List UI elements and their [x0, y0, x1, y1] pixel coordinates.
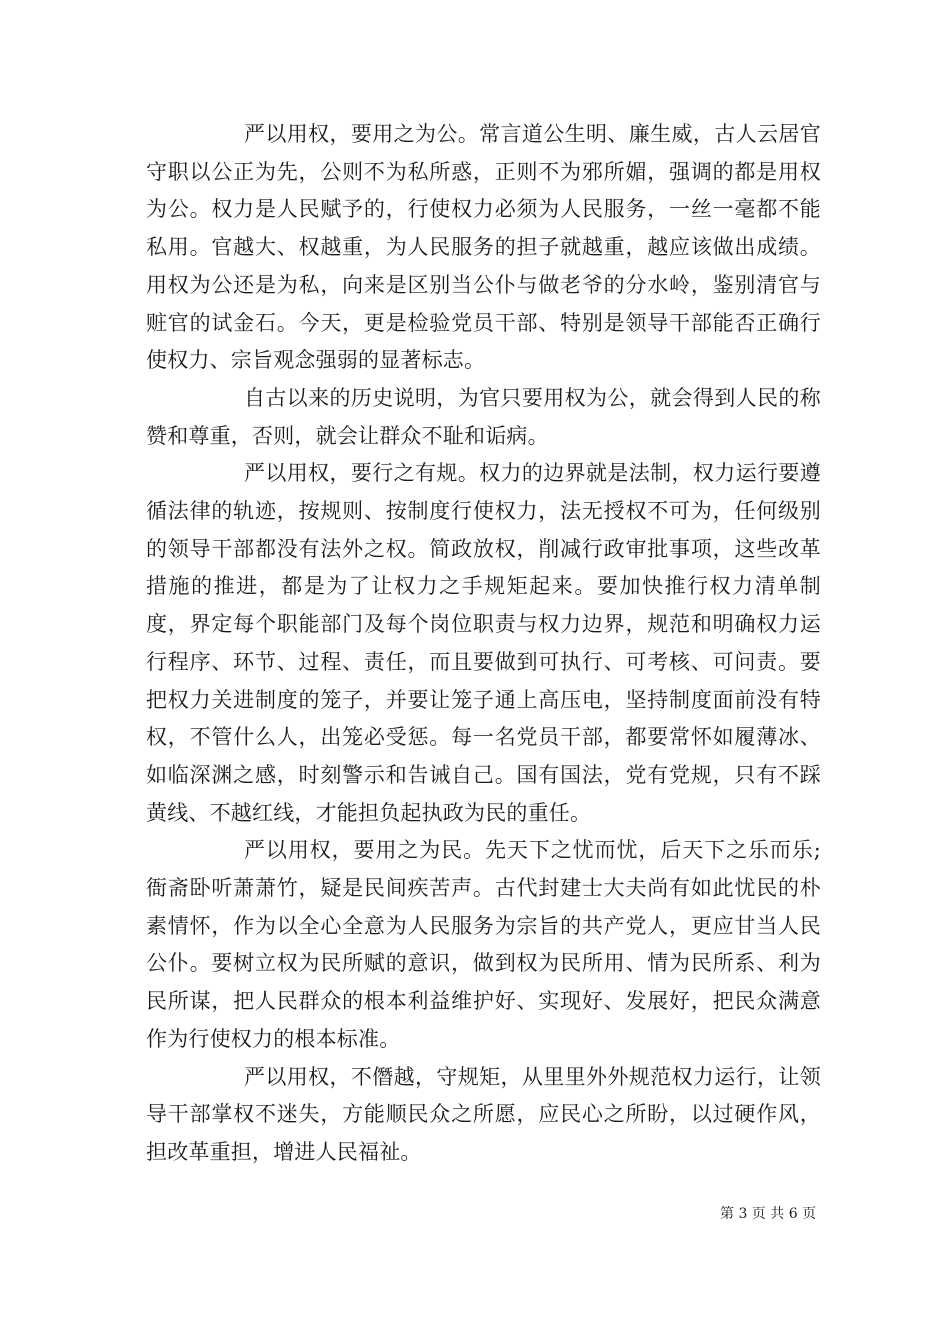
paragraph-2: 自古以来的历史说明，为官只要用权为公，就会得到人民的称赞和尊重，否则，就会让群众不耻和诟病。	[146, 385, 821, 448]
paragraph-1: 严以用权，要用之为公。常言道公生明、廉生威，古人云居官守职以公正为先，公则不为私所惑，正则不为邪所媚，强调的都是用权为公。权力是人民赋予的，行使权力必须为人民服务，一丝一毫都不能私用。官越大、权越重，为人民服务的担子就越重，越应该做出成绩。用权为公还是为私，向来是区别当公仆与做老爷的分水岭，鉴别清官与赃官的试金石。今天，更是检验党员干部、特别是领导干部能否正确行使权力、宗旨观念强弱的显著标志。	[146, 122, 821, 373]
paragraph-4: 严以用权，要用之为民。先天下之忧而忧，后天下之乐而乐;衙斋卧听萧萧竹，疑是民间疾苦声。古代封建士大夫尚有如此忧民的朴素情怀，作为以全心全意为人民服务为宗旨的共产党人，更应甘当人民公仆。要树立权为民所赋的意识，做到权为民所用、情为民所系、利为民所谋，把人民群众的根本利益维护好、实现好、发展好，把民众满意作为行使权力的根本标准。	[146, 838, 821, 1051]
paragraph-3: 严以用权，要行之有规。权力的边界就是法制，权力运行要遵循法律的轨迹，按规则、按制度行使权力，法无授权不可为，任何级别的领导干部都没有法外之权。简政放权，削减行政审批事项，这些改革措施的推进，都是为了让权力之手规矩起来。要加快推行权力清单制度，界定每个职能部门及每个岗位职责与权力边界，规范和明确权力运行程序、环节、过程、责任，而且要做到可执行、可考核、可问责。要把权力关进制度的笼子，并要让笼子通上高压电，坚持制度面前没有特权，不管什么人，出笼必受惩。每一名党员干部，都要常怀如履薄冰、如临深渊之感，时刻警示和告诫自己。国有国法，党有党规，只有不踩黄线、不越红线，才能担负起执政为民的重任。	[146, 461, 821, 825]
document-body	[146, 116, 821, 1172]
paragraph-5: 严以用权，不僭越，守规矩，从里里外外规范权力运行，让领导干部掌权不迷失，方能顺民众之所愿，应民心之所盼，以过硬作风，担改革重担，增进人民福祉。	[146, 1064, 821, 1164]
page-number-footer: 第 3 页 共 6 页	[720, 1206, 817, 1222]
